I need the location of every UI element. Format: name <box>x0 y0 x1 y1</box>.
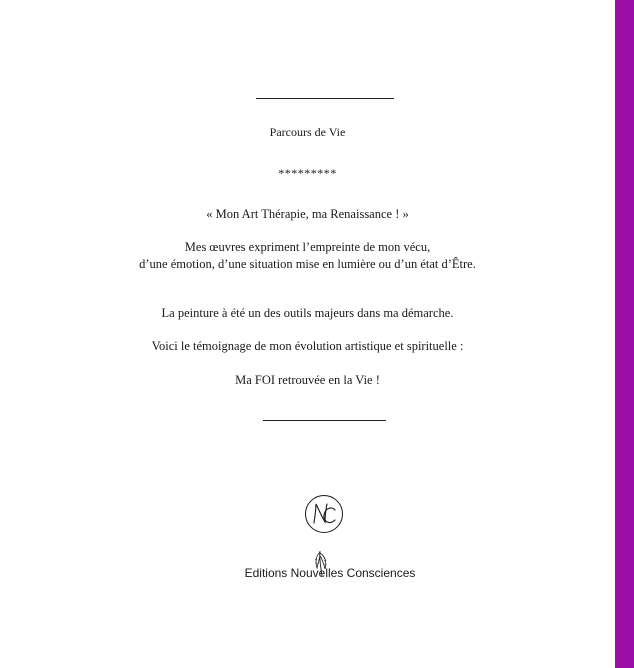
intro-line-1: Mes œuvres expriment l’empreinte de mon vécu, <box>184 240 431 254</box>
section-title: Parcours de Vie <box>269 125 346 139</box>
quote-title: « Mon Art Thérapie, ma Renaissance ! » <box>206 207 409 221</box>
publisher-name: Editions Nouvelles Consciences <box>244 566 416 580</box>
bottom-divider <box>263 420 386 421</box>
star-separator: ********* <box>278 166 337 180</box>
paragraph-3: Ma FOI retrouvée en la Vie ! <box>235 373 380 387</box>
paragraph-1: La peinture à été un des outils majeurs dans ma démarche. <box>161 306 454 320</box>
top-divider <box>256 98 394 99</box>
nc-monogram-icon <box>304 494 344 534</box>
intro-line-2: d’une émotion, d’une situation mise en lumière ou d’un état d’Être. <box>139 257 476 271</box>
paragraph-2: Voici le témoignage de mon évolution artistique et spirituelle : <box>151 339 464 353</box>
